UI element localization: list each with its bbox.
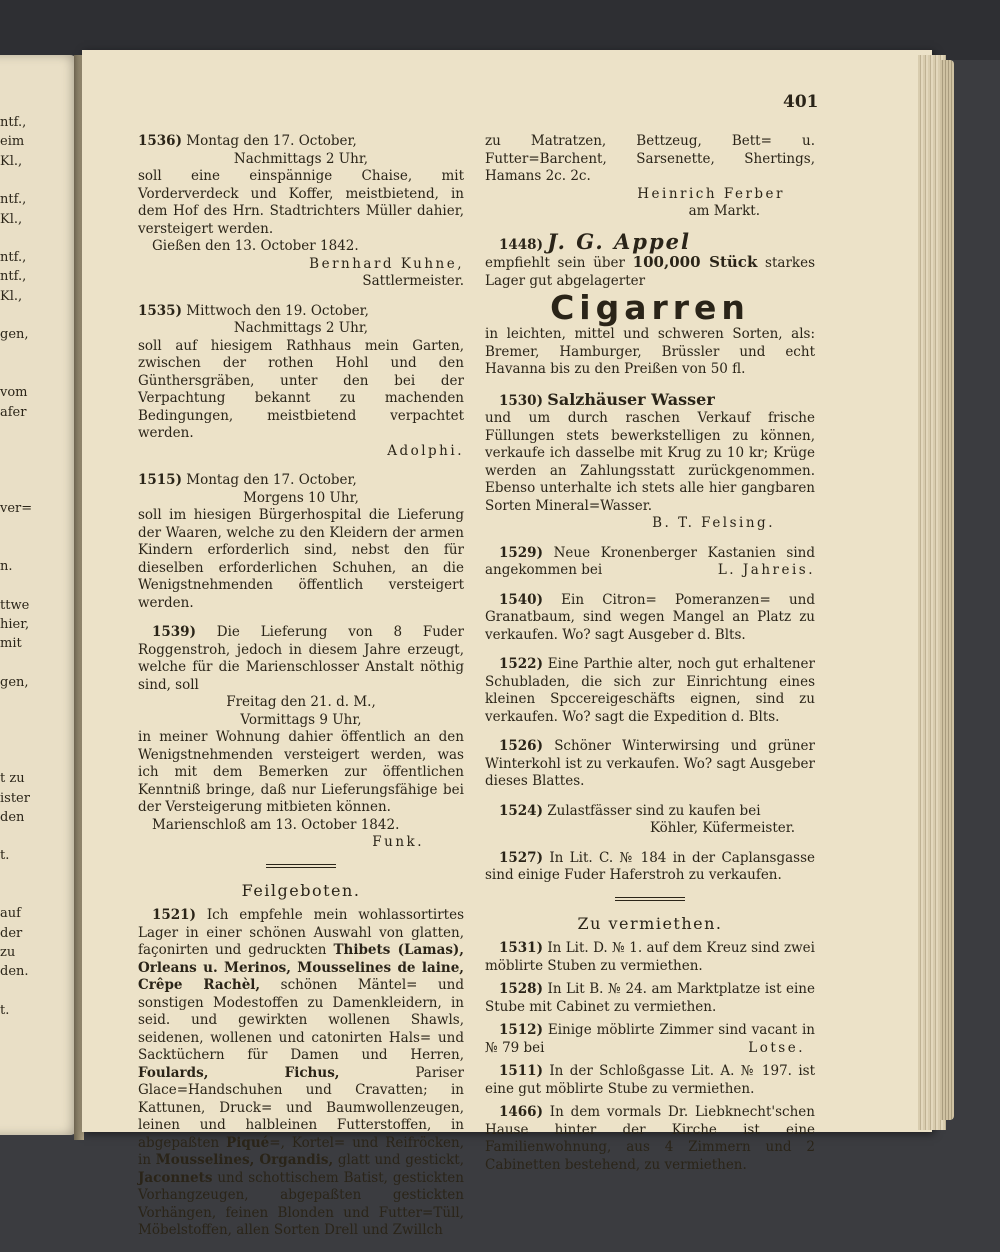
notice-text: starkes Lager gut abgelagerter	[485, 255, 815, 289]
left-page-fragment: den	[0, 809, 25, 825]
notice-body: und um durch raschen Verkauf frische Füllungen stets bewerkstelligen zu können, verkaufe ich dasselbe mit Krug zu 10 kr; Krüge werden an Zahlungsstatt zurückgenommen. Ebenso unterhalte ich stets alle hier gangbaren Sorten Mineral=Wasser.	[485, 410, 815, 514]
left-page-fragments	[0, 115, 33, 1045]
notice-bold-text: Piqué	[226, 1134, 270, 1151]
notice-number: 1526)	[499, 738, 543, 754]
notice-bold-text: Thibets (Lamas), Orleans u. Merinos, Mousselines de laine, Crêpe Rachèl,	[138, 942, 465, 993]
notice-1530	[485, 391, 815, 533]
cigarren-headline: Cigarren	[550, 288, 750, 327]
merchant-name: J. G. Appel	[547, 228, 691, 254]
left-page-fragment: zu	[0, 944, 16, 960]
section-heading-feilgeboten: Feilgeboten.	[241, 880, 361, 900]
notice-number: 1528)	[499, 981, 543, 997]
notice-1535	[138, 303, 464, 461]
notice-number: 1524)	[499, 802, 543, 819]
notice-body: Ein Citron= Pomeranzen= und Granatbaum, sind wegen Mangel an Platz zu verkaufen. Wo? sagt Ausgeber d. Blts.	[485, 591, 815, 643]
notice-date-line: Freitag den 21. d. M.,	[226, 694, 376, 710]
left-page-fragment: hier,	[0, 616, 30, 632]
left-page-fragment: eim	[0, 134, 25, 150]
left-page-fragment: Kl.,	[0, 211, 23, 227]
notice-body: soll auf hiesigem Rathhaus mein Garten, zwischen der rothen Hohl und den Günthersgräben, unter den bei der Verpachtung bekannt zu machenden Bedingungen, meistbietend verpachtet werden.	[138, 337, 464, 441]
notice-number: 1511)	[499, 1063, 543, 1079]
left-page-fragment: t zu	[0, 771, 25, 787]
notice-1512	[485, 1022, 815, 1057]
notice-1511	[485, 1063, 815, 1098]
notice-1529	[485, 545, 815, 580]
left-page-fragment: ntf.,	[0, 250, 27, 266]
notice-number: 1466)	[499, 1104, 543, 1120]
section-divider	[266, 864, 336, 868]
left-page-fragment: gen,	[0, 674, 29, 690]
notice-1515	[138, 472, 464, 612]
notice-bold-text: Mousselines, Organdis,	[155, 1152, 334, 1168]
notice-body: soll eine einspännige Chaise, mit Vorderverdeck und Koffer, meistbietend, in dem Hof des Hrn. Stadtrichters Müller dahier, versteigert werden.	[138, 168, 464, 237]
notice-number: 1448)	[499, 236, 543, 253]
left-page-fragment: n.	[0, 558, 13, 574]
notice-date-line: Mittwoch den 19. October,	[186, 302, 369, 319]
notice-number: 1536)	[138, 133, 182, 149]
notice-1521	[138, 907, 464, 1240]
notice-number: 1535)	[138, 302, 182, 319]
notice-signature: L. Jahreis.	[717, 562, 815, 578]
notice-text: empfiehlt sein über	[485, 255, 633, 271]
notice-signature: Lotse.	[748, 1039, 805, 1056]
notice-1524	[485, 803, 815, 838]
notice-bold-text: 100,000 Stück	[632, 253, 758, 271]
left-page-fragment: ntf.,	[0, 269, 27, 285]
left-page-fragment: Kl.,	[0, 153, 23, 169]
left-page-fragment: ntf.,	[0, 115, 27, 130]
left-column	[138, 133, 464, 1252]
notice-number: 1530)	[499, 392, 543, 409]
left-page-fragment: gen,	[0, 327, 29, 343]
notice-number: 1522)	[499, 656, 543, 672]
notice-number: 1539)	[152, 624, 196, 640]
notice-body: In Lit. D. № 1. auf dem Kreuz sind zwei möblirte Stuben zu vermiethen.	[485, 940, 815, 974]
notice-number: 1529)	[499, 544, 543, 561]
notice-signature: B. T. Felsing.	[652, 515, 775, 531]
notice-time-line: Morgens 10 Uhr,	[243, 489, 359, 506]
page-edges-outer	[940, 60, 954, 1120]
left-page-fragment: ntf.,	[0, 192, 27, 208]
notice-1448	[485, 228, 815, 379]
notice-time-line: Nachmittags 2 Uhr,	[233, 150, 369, 167]
notice-signature: Bernhard Kuhne,	[309, 255, 464, 272]
notice-text: und schottischem Batist, gestickten Vorhangzeugen, abgepaßten gestickten Vorhängen, feinen Blonden und Futter=Tüll, Möbelstoffen, allen Sorten Drell und Zwillch	[138, 1169, 464, 1238]
notice-1531	[485, 940, 815, 975]
page-number: 401	[783, 92, 819, 112]
notice-body: In Lit B. № 24. am Marktplatze ist eine Stube mit Cabinet zu vermiethen.	[485, 981, 815, 1015]
notice-body: Einige möblirte Zimmer sind vacant in № 79 bei	[485, 1022, 815, 1056]
notice-body: in meiner Wohnung dahier öffentlich an den Wenigstnehmenden versteigert werden, was ich mit dem Bemerken zur öffentlichen Kenntniß bringe, daß nur Lieferungsfähige bei der Versteigerung mitbieten können.	[138, 729, 464, 815]
notice-text: schönen Mäntel= und sonstigen Modestoffen zu Damenkleidern, in seid. und gewirkten wollenen Shawls, seidenen, wollenen und catonirten Hals= und Sacktüchern für Damen und Herren,	[138, 977, 464, 1063]
notice-signature: Funk.	[372, 834, 424, 850]
left-page-fragment: ttwe	[0, 597, 30, 613]
left-page-fragment: auf	[0, 906, 21, 922]
notice-body: Eine Parthie alter, noch gut erhaltener Schubladen, die sich zur Einrichtung eines kleinen Spccereigeschäfts eignen, sind zu verkaufen. Wo? sagt die Expedition d. Blts.	[485, 656, 816, 725]
right-column	[485, 133, 815, 1186]
notice-body: in leichten, mittel und schweren Sorten, als: Bremer, Hamburger, Brüssler und echt Havanna bis zu den Preißen von 50 fl.	[485, 326, 815, 377]
notice-1539	[138, 624, 464, 852]
notice-number: 1527)	[499, 849, 543, 866]
notice-place-date: Gießen den 13. October 1842.	[152, 238, 359, 254]
notice-signature-title: Sattlermeister.	[362, 273, 464, 289]
left-page-fragment: afer	[0, 404, 27, 420]
notice-body: In dem vormals Dr. Liebknecht'schen Hause hinter der Kirche ist eine Familienwohnung, aus 4 Zimmern und 2 Cabinetten bestehend, zu vermiethen.	[485, 1104, 815, 1173]
notice-1527	[485, 850, 815, 885]
notice-1521-continued	[485, 133, 815, 221]
left-page-fragment: ister	[0, 790, 30, 806]
notice-text: glatt und gestickt,	[333, 1152, 464, 1168]
notice-body: soll im hiesigen Bürgerhospital die Lieferung der Waaren, welche zu den Kleidern der armen Kindern erforderlich sind, nebst den für dieselben erforderlichen Schuhen, an die Wenigstnehmenden öffentlich versteigert werden.	[138, 507, 464, 611]
notice-signature: Heinrich Ferber	[637, 185, 785, 202]
notice-text: Ich empfehle mein wohlassortirtes Lager in einer schönen Auswahl von glatten, façonirten und gedruckten	[138, 907, 464, 958]
notice-signature: Köhler, Küfermeister.	[649, 820, 795, 836]
left-page-fragment: t.	[0, 1002, 10, 1018]
left-page-fragment: den.	[0, 964, 29, 980]
notice-body: In der Schloßgasse Lit. A. № 197. ist eine gut möblirte Stube zu vermiethen.	[485, 1063, 815, 1097]
notice-body: zu Matratzen, Bettzeug, Bett= u. Futter=Barchent, Sarsenette, Shertings, Hamans 2c. 2c.	[485, 133, 815, 184]
left-page-fragment: der	[0, 925, 23, 941]
product-title: Salzhäuser Wasser	[547, 389, 715, 409]
notice-time-line: Vormittags 9 Uhr,	[240, 711, 362, 728]
notice-body: In Lit. C. № 184 in der Caplansgasse sind einige Fuder Haferstroh zu verkaufen.	[485, 849, 816, 883]
notice-body: Neue Kronenberger Kastanien sind angekommen bei	[485, 544, 816, 578]
notice-number: 1540)	[499, 591, 543, 608]
left-page-fragment: ver=	[0, 501, 33, 516]
left-page-fragment: vom	[0, 385, 28, 401]
notice-1540	[485, 592, 815, 645]
notice-1536	[138, 133, 464, 291]
notice-text: Pariser Glace=Handschuhen und Cravatten; in Kattunen, Druck= und Baumwollenzeugen, leinen und halbleinen Futterstoffen, in abgepaßten	[138, 1064, 464, 1151]
notice-date-line: Montag den 17. October,	[186, 133, 357, 149]
notice-number: 1531)	[499, 940, 543, 956]
notice-number: 1515)	[138, 472, 182, 488]
notice-text: =, Kortel= und Reifröcken, in	[138, 1134, 464, 1168]
notice-date-line: Montag den 17. October,	[186, 472, 357, 488]
notice-1522	[485, 656, 815, 726]
section-divider	[615, 897, 685, 901]
notice-1526	[485, 738, 815, 791]
left-page-fragment: t.	[0, 848, 10, 864]
notice-bold-text: Jaconnets	[138, 1169, 213, 1186]
notice-body: Die Lieferung von 8 Fuder Roggenstroh, jedoch in diesem Jahre erzeugt, welche für die Marienschlosser Anstalt nöthig sind, soll	[138, 624, 464, 693]
notice-1466	[485, 1104, 815, 1174]
notice-signature-title: am Markt.	[688, 203, 760, 219]
notice-signature: Adolphi.	[387, 442, 464, 459]
notice-time-line: Nachmittags 2 Uhr,	[233, 320, 369, 336]
section-heading-vermiethen: Zu vermiethen.	[577, 913, 723, 933]
notice-1528	[485, 981, 815, 1016]
notice-bold-text: Foulards, Fichus,	[138, 1064, 340, 1081]
notice-number: 1512)	[499, 1022, 543, 1038]
notice-body: Schöner Winterwirsing und grüner Winterkohl ist zu verkaufen. Wo? sagt Ausgeber dieses Blattes.	[485, 738, 815, 789]
notice-body: Zulastfässer sind zu kaufen bei	[547, 802, 761, 819]
notice-place-date: Marienschloß am 13. October 1842.	[152, 816, 400, 833]
left-page-fragment: Kl.,	[0, 288, 23, 304]
left-page-fragment: mit	[0, 636, 22, 652]
notice-number: 1521)	[152, 907, 196, 923]
